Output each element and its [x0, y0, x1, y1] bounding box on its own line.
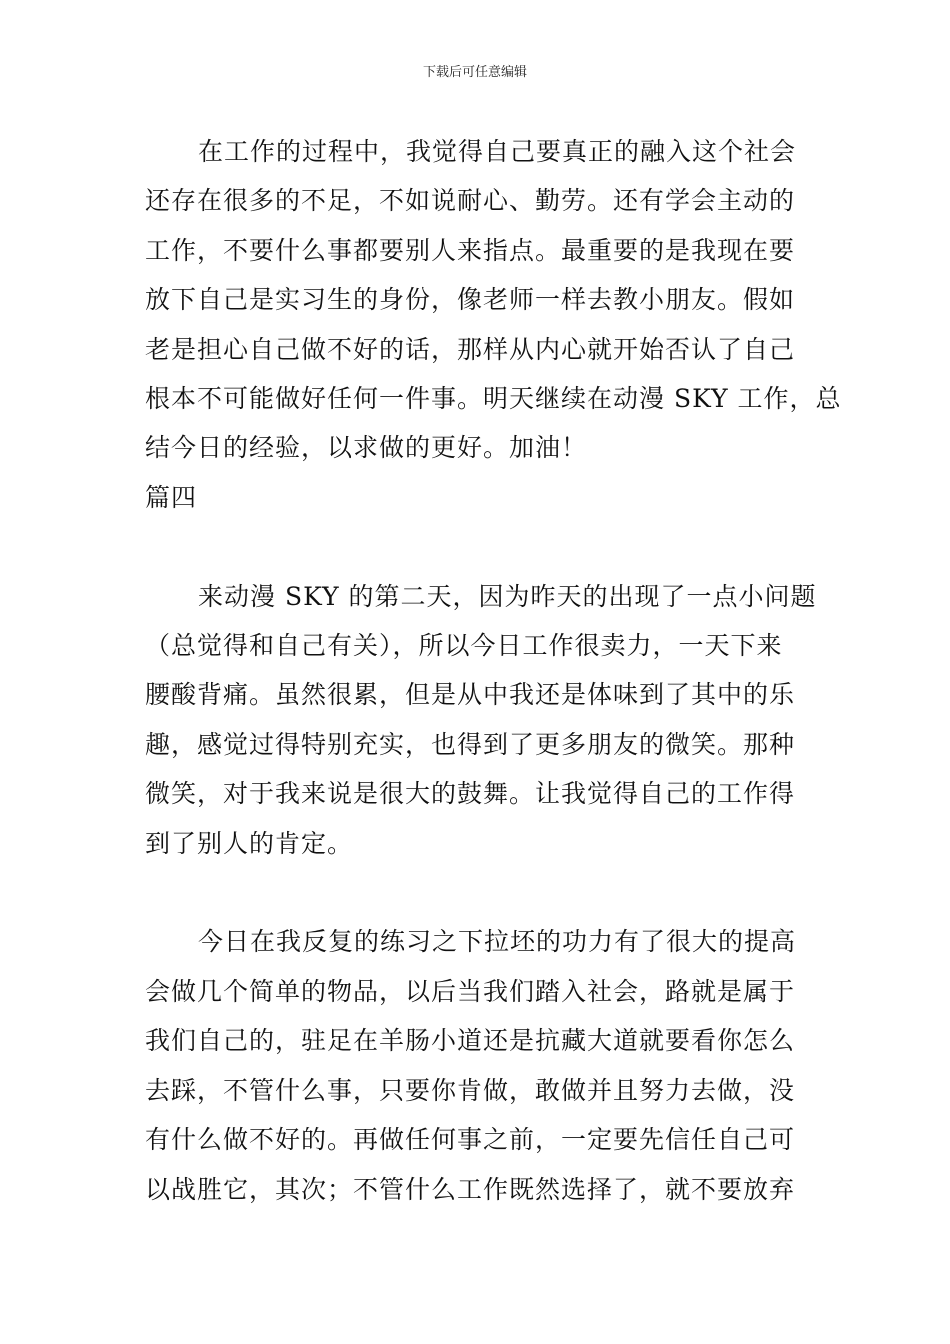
text-line: 会做几个简单的物品，以后当我们踏入社会，路就是属于 — [145, 976, 796, 1006]
text-line: 今日在我反复的练习之下拉坯的功力有了很大的提高 — [198, 927, 797, 957]
paragraph-3 — [145, 917, 807, 1213]
text-line: 以战胜它，其次；不管什么工作既然选择了，就不要放弃 — [145, 1174, 796, 1204]
text-line: 放下自己是实习生的身份，像老师一样去教小朋友。假如 — [145, 285, 796, 315]
text-line: 根本不可能做好任何一件事。明天继续在动漫 SKY 工作，总 — [145, 384, 842, 414]
text-line: 有什么做不好的。再做任何事之前，一定要先信任自己可 — [145, 1125, 796, 1155]
text-line: 工作，不要什么事都要别人来指点。最重要的是我现在要 — [145, 235, 796, 265]
paragraph-spacer — [145, 868, 807, 917]
text-line: 我们自己的，驻足在羊肠小道还是抗藏大道就要看你怎么 — [145, 1026, 796, 1056]
text-line: 来动漫 SKY 的第二天，因为昨天的出现了一点小问题 — [198, 581, 817, 611]
text-line: 腰酸背痛。虽然很累，但是从中我还是体味到了其中的乐 — [145, 680, 796, 710]
paragraph-1 — [145, 127, 842, 473]
document-body — [145, 127, 842, 1214]
paragraph-2 — [145, 572, 817, 868]
section-heading: 篇四 — [145, 482, 198, 512]
text-line: 结今日的经验，以求做的更好。加油！ — [145, 433, 588, 463]
text-line: （总觉得和自己有关），所以今日工作很卖力，一天下来 — [145, 631, 783, 661]
text-line: 趣，感觉过得特别充实，也得到了更多朋友的微笑。那种 — [145, 729, 796, 759]
text-line: 在工作的过程中，我觉得自己要真正的融入这个社会 — [198, 137, 797, 166]
text-line: 到了别人的肯定。 — [145, 828, 354, 858]
page-header: 下载后可任意编辑 — [422, 65, 527, 80]
text-line: 微笑，对于我来说是很大的鼓舞。让我觉得自己的工作得 — [145, 779, 796, 809]
text-line: 还存在很多的不足，不如说耐心、勤劳。还有学会主动的 — [145, 186, 796, 216]
text-line: 老是担心自己做不好的话，那样从内心就开始否认了自己 — [145, 334, 796, 364]
paragraph-spacer — [145, 522, 807, 571]
text-line: 去踩，不管什么事，只要你肯做，敢做并且努力去做，没 — [145, 1075, 796, 1105]
